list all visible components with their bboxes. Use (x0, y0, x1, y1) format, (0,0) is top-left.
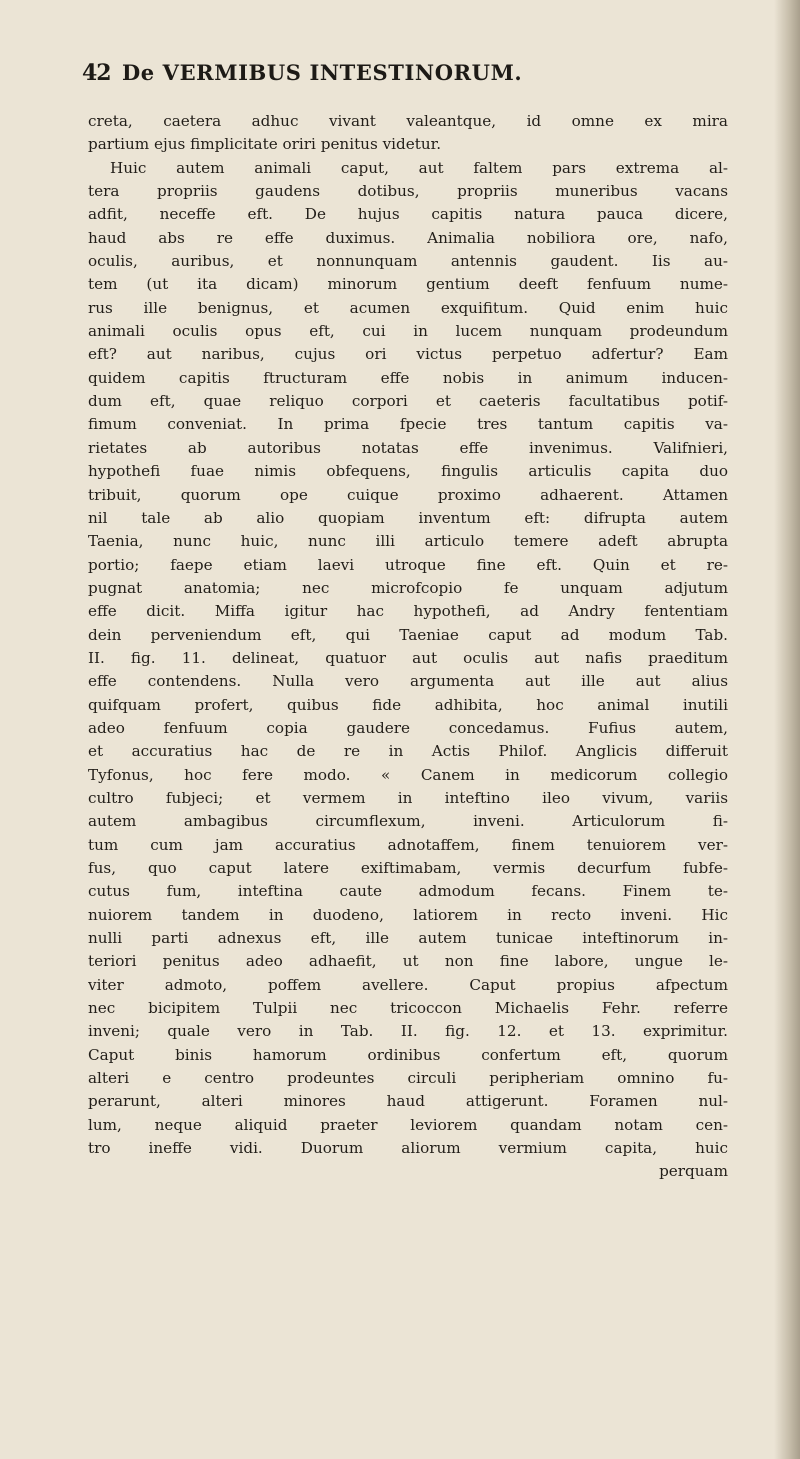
text-line: autem ambagibus circumflexum, inveni. Articulorum fi- (88, 812, 728, 831)
page-edge-shadow (774, 0, 800, 1459)
text-line: tro ineffe vidi. Duorum aliorum vermium capita, huic (88, 1139, 728, 1158)
text-line: oculis, auribus, et nonnunquam antennis gaudent. Iis au- (88, 252, 728, 271)
text-line: teriori penitus adeo adhaefit, ut non fine labore, ungue le- (88, 952, 728, 971)
text-line: tem (ut ita dicam) minorum gentium deeft fenfuum nume- (88, 275, 728, 294)
text-line: dein perveniendum eft, qui Taeniae caput ad modum Tab. (88, 625, 728, 644)
text-line: tera propriis gaudens dotibus, propriis muneribus vacans (88, 182, 728, 201)
text-line: nulli parti adnexus eft, ille autem tunicae inteftinorum in- (88, 929, 728, 948)
text-line: nec bicipitem Tulpii nec tricoccon Michaelis Fehr. referre (88, 999, 728, 1018)
text-line: et accuratius hac de re in Actis Philof. Anglicis differuit (88, 742, 728, 761)
text-line: Caput binis hamorum ordinibus confertum eft, quorum (88, 1045, 728, 1064)
text-line: effe contendens. Nulla vero argumenta aut ille aut alius (88, 672, 728, 691)
text-line: pugnat anatomia; nec microfcopio fe unquam adjutum (88, 578, 728, 597)
text-line: nuiorem tandem in duodeno, latiorem in recto inveni. Hic (88, 905, 728, 924)
text-line: eft? aut naribus, cujus ori victus perpetuo adfertur? Eam (88, 345, 728, 364)
text-line: cultro fubjeci; et vermem in inteftino ileo vivum, variis (88, 788, 728, 807)
text-line: hypothefi fuae nimis obfequens, fingulis articulis capita duo (88, 462, 728, 481)
text-line: partium ejus fimplicitate oriri penitus videtur. (88, 135, 442, 154)
text-line: Tyfonus, hoc fere modo. « Canem in medicorum collegio (88, 765, 728, 784)
text-line: perarunt, alteri minores haud attigerunt. Foramen nul- (88, 1092, 728, 1111)
text-line: quifquam profert, quibus fide adhibita, hoc animal inutili (88, 695, 728, 714)
catchword: perquam (659, 1162, 728, 1181)
text-line: fus, quo caput latere exiftimabam, vermis decurfum fubfe- (88, 859, 728, 877)
text-line: tum cum jam accuratius adnotaffem, finem tenuiorem ver- (88, 835, 728, 854)
text-line: lum, neque aliquid praeter leviorem quandam notam cen- (88, 1115, 728, 1134)
text-line: adfit, neceffe eft. De hujus capitis natura pauca dicere, (88, 205, 728, 224)
text-line: portio; faepe etiam laevi utroque fine eft. Quin et re- (88, 555, 728, 574)
text-line: alteri e centro prodeuntes circuli peripheriam omnino fu- (88, 1069, 728, 1088)
page-header (82, 60, 722, 94)
text-line: rus ille benignus, et acumen exquifitum. Quid enim huic (88, 298, 728, 317)
text-line: inveni; quale vero in Tab. II. fig. 12. et 13. exprimitur. (88, 1022, 728, 1041)
text-line: Huic autem animali caput, aut faltem pars extrema al- (110, 158, 728, 177)
text-line: adeo fenfuum copia gaudere concedamus. Fufius autem, (88, 718, 728, 737)
text-line: viter admoto, poffem avellere. Caput propius afpectum (88, 975, 728, 994)
text-line: tribuit, quorum ope cuique proximo adhaerent. Attamen (88, 485, 728, 504)
text-line: effe dicit. Miffa igitur hac hypothefi, ad Andry fententiam (88, 602, 728, 621)
text-line: dum eft, quae reliquo corpori et caeteris facultatibus potif- (88, 392, 728, 411)
text-line: cutus fum, inteftina caute admodum fecans. Finem te- (88, 882, 728, 901)
text-line: creta, caetera adhuc vivant valeantque, id omne ex mira (88, 112, 728, 130)
body-text (88, 110, 728, 1184)
text-line: nil tale ab alio quopiam inventum eft: difrupta autem (88, 508, 728, 527)
running-head: De VERMIBUS INTESTINORUM. (122, 60, 523, 85)
text-line: fimum conveniat. In prima fpecie tres tantum capitis va- (88, 415, 728, 434)
text-line: animali oculis opus eft, cui in lucem nunquam prodeundum (88, 322, 728, 341)
text-line: rietates ab autoribus notatas effe invenimus. Valifnieri, (88, 438, 728, 457)
text-line: quidem capitis ftructuram effe nobis in animum inducen- (88, 368, 728, 387)
text-line: II. fig. 11. delineat, quatuor aut oculis aut nafis praeditum (88, 648, 728, 667)
page-number: 42 (82, 60, 111, 86)
text-line: haud abs re effe duximus. Animalia nobiliora ore, nafo, (88, 228, 728, 247)
text-line: Taenia, nunc huic, nunc illi articulo temere adeft abrupta (88, 532, 728, 551)
